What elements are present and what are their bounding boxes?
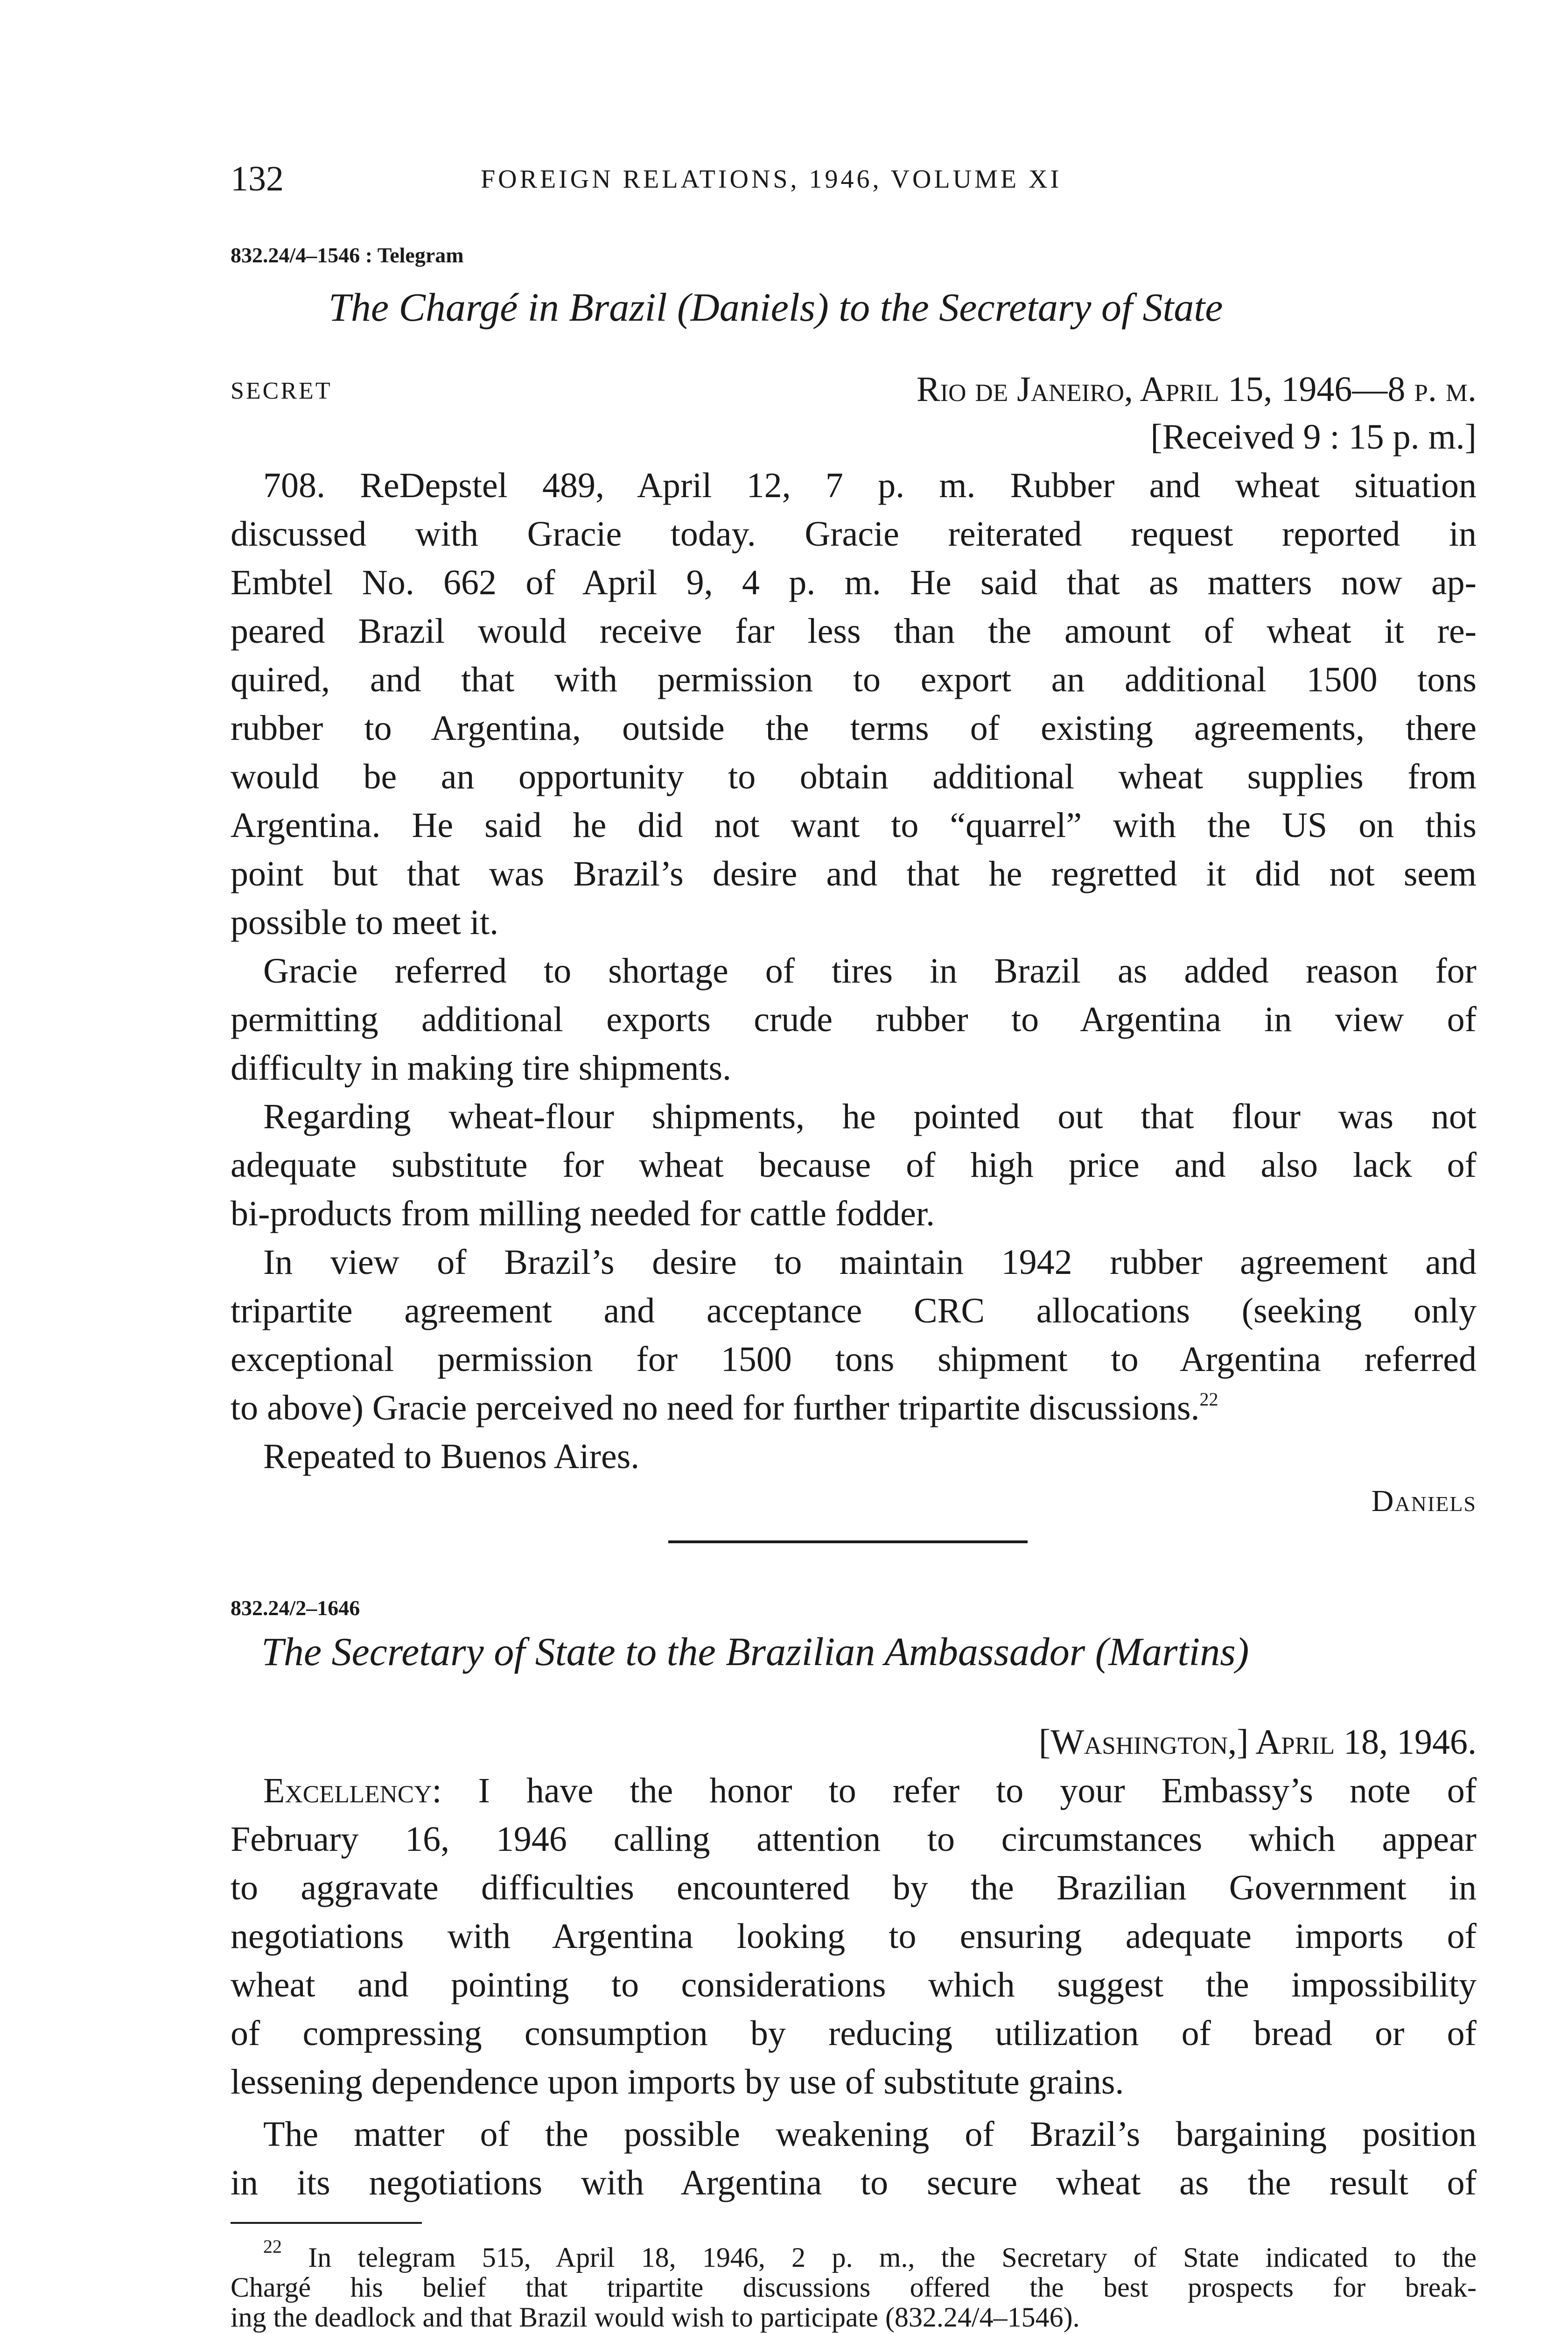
text-line: permitting additional exports crude rubber to Argentina in view of [231, 1000, 1477, 1039]
text-line: in its negotiations with Argentina to secure wheat as the result of [231, 2163, 1477, 2202]
text-line: rubber to Argentina, outside the terms of existing agreements, there [231, 709, 1477, 748]
salutation: Excellency [263, 1771, 432, 1810]
text-line: quired, and that with permission to export an additional 1500 tons [231, 660, 1477, 699]
doc2-file-number: 832.24/2–1646 [231, 1596, 360, 1620]
text-line: adequate substitute for wheat because of high price and also lack of [231, 1146, 1477, 1185]
text-line: wheat and pointing to considerations which suggest the impossibility [231, 1965, 1477, 2004]
text-line: exceptional permission for 1500 tons shipment to Argentina referred [231, 1340, 1477, 1379]
text-line: tripartite agreement and acceptance CRC allocations (seeking only [231, 1291, 1477, 1330]
footnote-marker: 22 [263, 2236, 282, 2257]
text-line: bi-products from milling needed for cattle fodder. [231, 1194, 935, 1233]
doc1-received: [Received 9 : 15 p. m.] [1150, 417, 1477, 457]
text-line: discussed with Gracie today. Gracie reiterated request reported in [231, 514, 1477, 554]
doc2-place-date: [Washington,] April 18, 1946. [1038, 1722, 1477, 1762]
doc2-paragraph-2 [231, 2110, 1477, 2207]
text-line: Chargé his belief that tripartite discussions offered the best prospects for break- [231, 2272, 1477, 2303]
running-title: FOREIGN RELATIONS, 1946, VOLUME XI [481, 165, 1062, 194]
text-line-content: to above) Gracie perceived no need for further tripartite discussions. [231, 1388, 1200, 1427]
text-line: February 16, 1946 calling attention to circumstances which appear [231, 1820, 1477, 1859]
doc2-title: The Secretary of State to the Brazilian Ambassador (Martins) [261, 1629, 1249, 1674]
doc1-signature: Daniels [1371, 1484, 1477, 1518]
doc1-classification: SECRET [231, 378, 332, 404]
text-line: point but that was Brazil’s desire and that he regretted it did not seem [231, 854, 1477, 893]
text-line: to aggravate difficulties encountered by the Brazilian Government in [231, 1868, 1477, 1907]
text-line: Gracie referred to shortage of tires in Brazil as added reason for [263, 951, 1477, 991]
text-line: Argentina. He said he did not want to “quarrel” with the US on this [231, 806, 1477, 845]
text-line: The matter of the possible weakening of Brazil’s bargaining position [263, 2115, 1477, 2154]
text-line: possible to meet it. [231, 903, 499, 942]
footnote-rule [231, 2222, 422, 2224]
doc1-place-date: Rio de Janeiro, April 15, 1946—8 p. m. [916, 370, 1477, 409]
text-line: In view of Brazil’s desire to maintain 1942 rubber agreement and [263, 1243, 1477, 1282]
footnote-reference: 22 [1199, 1389, 1218, 1410]
text-line: Embtel No. 662 of April 9, 4 p. m. He said that as matters now ap- [231, 563, 1477, 602]
doc2-paragraph-1 [231, 1766, 1477, 2106]
text-line: peared Brazil would receive far less than the amount of wheat it re- [231, 612, 1477, 651]
doc1-title: The Chargé in Brazil (Daniels) to the Secretary of State [329, 285, 1223, 330]
doc1-paragraph-3 [231, 1092, 1477, 1238]
doc1-file-number: 832.24/4–1546 : Telegram [231, 243, 464, 267]
text-line: would be an opportunity to obtain additional wheat supplies from [231, 757, 1477, 796]
text-line: negotiations with Argentina looking to ensuring adequate imports of [231, 1917, 1477, 1956]
text-line: ing the deadlock and that Brazil would wish to participate (832.24/4–1546). [231, 2302, 1080, 2333]
doc1-repeated: Repeated to Buenos Aires. [263, 1437, 640, 1476]
text-line [231, 1766, 1477, 1815]
text-line [231, 2236, 1477, 2273]
footnote [231, 2236, 1477, 2333]
section-divider [668, 1540, 1028, 1543]
text-line-content: : I have the honor to refer to your Embassy’s note of [432, 1771, 1477, 1810]
text-line-content: In telegram 515, April 18, 1946, 2 p. m., the Secretary of State indicated to the [308, 2242, 1477, 2273]
text-line: lessening dependence upon imports by use of substitute grains. [231, 2062, 1124, 2102]
doc1-paragraph-4 [231, 1238, 1477, 1432]
text-line: Regarding wheat-flour shipments, he pointed out that flour was not [263, 1097, 1477, 1136]
text-line: of compressing consumption by reducing utilization of bread or of [231, 2014, 1477, 2053]
doc1-paragraph-2 [231, 947, 1477, 1092]
text-line [231, 1384, 1477, 1432]
doc1-paragraph-1 [231, 461, 1477, 947]
text-line: difficulty in making tire shipments. [231, 1048, 732, 1088]
page-number: 132 [231, 159, 284, 198]
text-line: 708. ReDepstel 489, April 12, 7 p. m. Rubber and wheat situation [263, 466, 1477, 505]
